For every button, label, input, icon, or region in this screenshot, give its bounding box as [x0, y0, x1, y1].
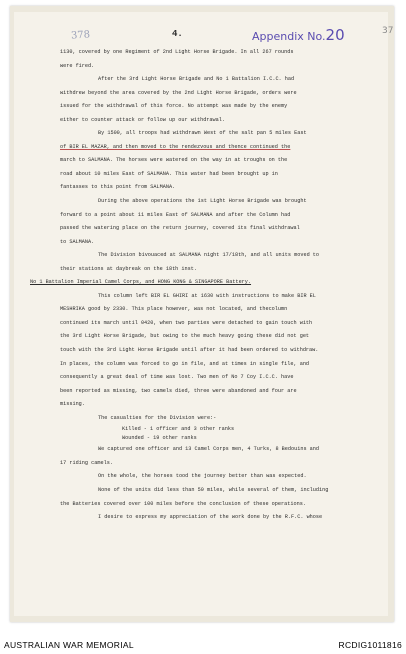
text-line: I desire to express my appreciation of the work done by the R.F.C. whose	[98, 514, 323, 521]
text-line: were fired.	[60, 62, 95, 69]
text-line: to SALMANA.	[60, 238, 95, 245]
text-line: 1130, covered by one Regiment of 2nd Light Horse Brigade. In all 267 rounds	[60, 49, 294, 55]
text-line: either to counter attack or follow up our withdrawal.	[60, 116, 225, 123]
text-line: By 1500, all troops had withdrawn West of the salt pan 5 miles East	[98, 130, 307, 137]
corner-page-number: 37	[382, 26, 394, 36]
text-line: 17 riding camels.	[60, 459, 113, 466]
text-line: been reported as missing, two camels died, three were abandoned and four are	[60, 387, 297, 394]
text-line: missing.	[60, 401, 85, 408]
footer-record-id: RCDIG1011816	[338, 640, 402, 650]
text-line: passed the watering place on the return journey, covered its final withdrawal	[60, 225, 300, 232]
section-heading	[30, 276, 390, 290]
document-sheet	[14, 12, 394, 616]
text-line: None of the units did less than 50 miles, while several of them, including	[98, 486, 329, 493]
appendix-label: Appendix No.	[252, 30, 326, 43]
text-line: their stations at daybreak on the 18th inst.	[60, 265, 197, 272]
text-line: consequently a great deal of time was lost. Two men of No 7 Coy I.C.C. have	[60, 374, 294, 381]
typed-text-body	[30, 46, 390, 525]
appendix-number: 20	[325, 26, 345, 44]
text-line: We captured one officer and 13 Camel Corps men, 4 Turks, 8 Bedouins and	[98, 446, 320, 453]
text-line: touch with the 3rd Light Horse Brigade until after it had been ordered to withdraw.	[60, 347, 319, 354]
text-line: This column left BIR EL GHIRI at 1630 with instructions to make BIR EL	[98, 292, 316, 299]
footer-archive-name: AUSTRALIAN WAR MEMORIAL	[4, 640, 134, 650]
text-line: MESHRIKA good by 2330. This place however, was not located, and thecolumn	[60, 306, 288, 313]
text-line: the Batteries covered over 100 miles before the conclusion of these operations.	[60, 500, 306, 507]
text-line: road about 10 miles East of SALMANA. This water had been brought up in	[60, 170, 278, 177]
casualty-row: Killed - 1 officer and 3 other ranks	[122, 426, 235, 433]
text-line: withdrew beyond the area covered by the 2nd Light Horse Brigade, orders were	[60, 89, 297, 96]
text-line: continued its march until 0420, when two parties were detached to gain touch with	[60, 319, 313, 326]
text-line: On the whole, the horses tood the journey better than was expected.	[98, 473, 307, 480]
text-line: the 3rd Light Horse Brigade, but owing to the much heavy going these did not get	[60, 333, 310, 340]
appendix-annotation	[252, 26, 345, 44]
text-line: fantasses to this point from SALMANA.	[60, 184, 176, 191]
text-line: After the 3rd Light Horse Brigade and No 1 Battalion I.C.C. had	[98, 76, 295, 83]
document-paper	[10, 6, 394, 622]
text-line: issued for the withdrawal of this force. No attempt was made by the enemy	[60, 103, 288, 110]
handwritten-number: 378	[70, 29, 91, 42]
text-line: In places, the column was forced to go in file, and at times in single file, and	[60, 360, 310, 367]
text-line: During the above operations the 1st Light Horse Brigade was brought	[98, 198, 307, 205]
text-line: of BIR EL MAZAR, and then moved to the rendezvous and thence continued the	[60, 143, 291, 150]
section-heading-text: No 1 Battalion Imperial Camel Corps, and HONG KONG & SINGAPORE Battery.	[30, 279, 252, 286]
casualties-intro: The casualties for the Division were:-	[98, 414, 217, 421]
text-line: The Division bivouaced at SALMANA night 17/18th, and all units moved to	[98, 252, 320, 259]
text-line: forward to a point about 11 miles East of SALMANA and after the Column had	[60, 211, 291, 218]
text-line: march to SALMANA. The horses were watered on the way in at troughs on the	[60, 157, 288, 164]
page-number: 4.	[172, 29, 183, 39]
casualty-row: Wounded - 19 other ranks	[122, 435, 197, 442]
